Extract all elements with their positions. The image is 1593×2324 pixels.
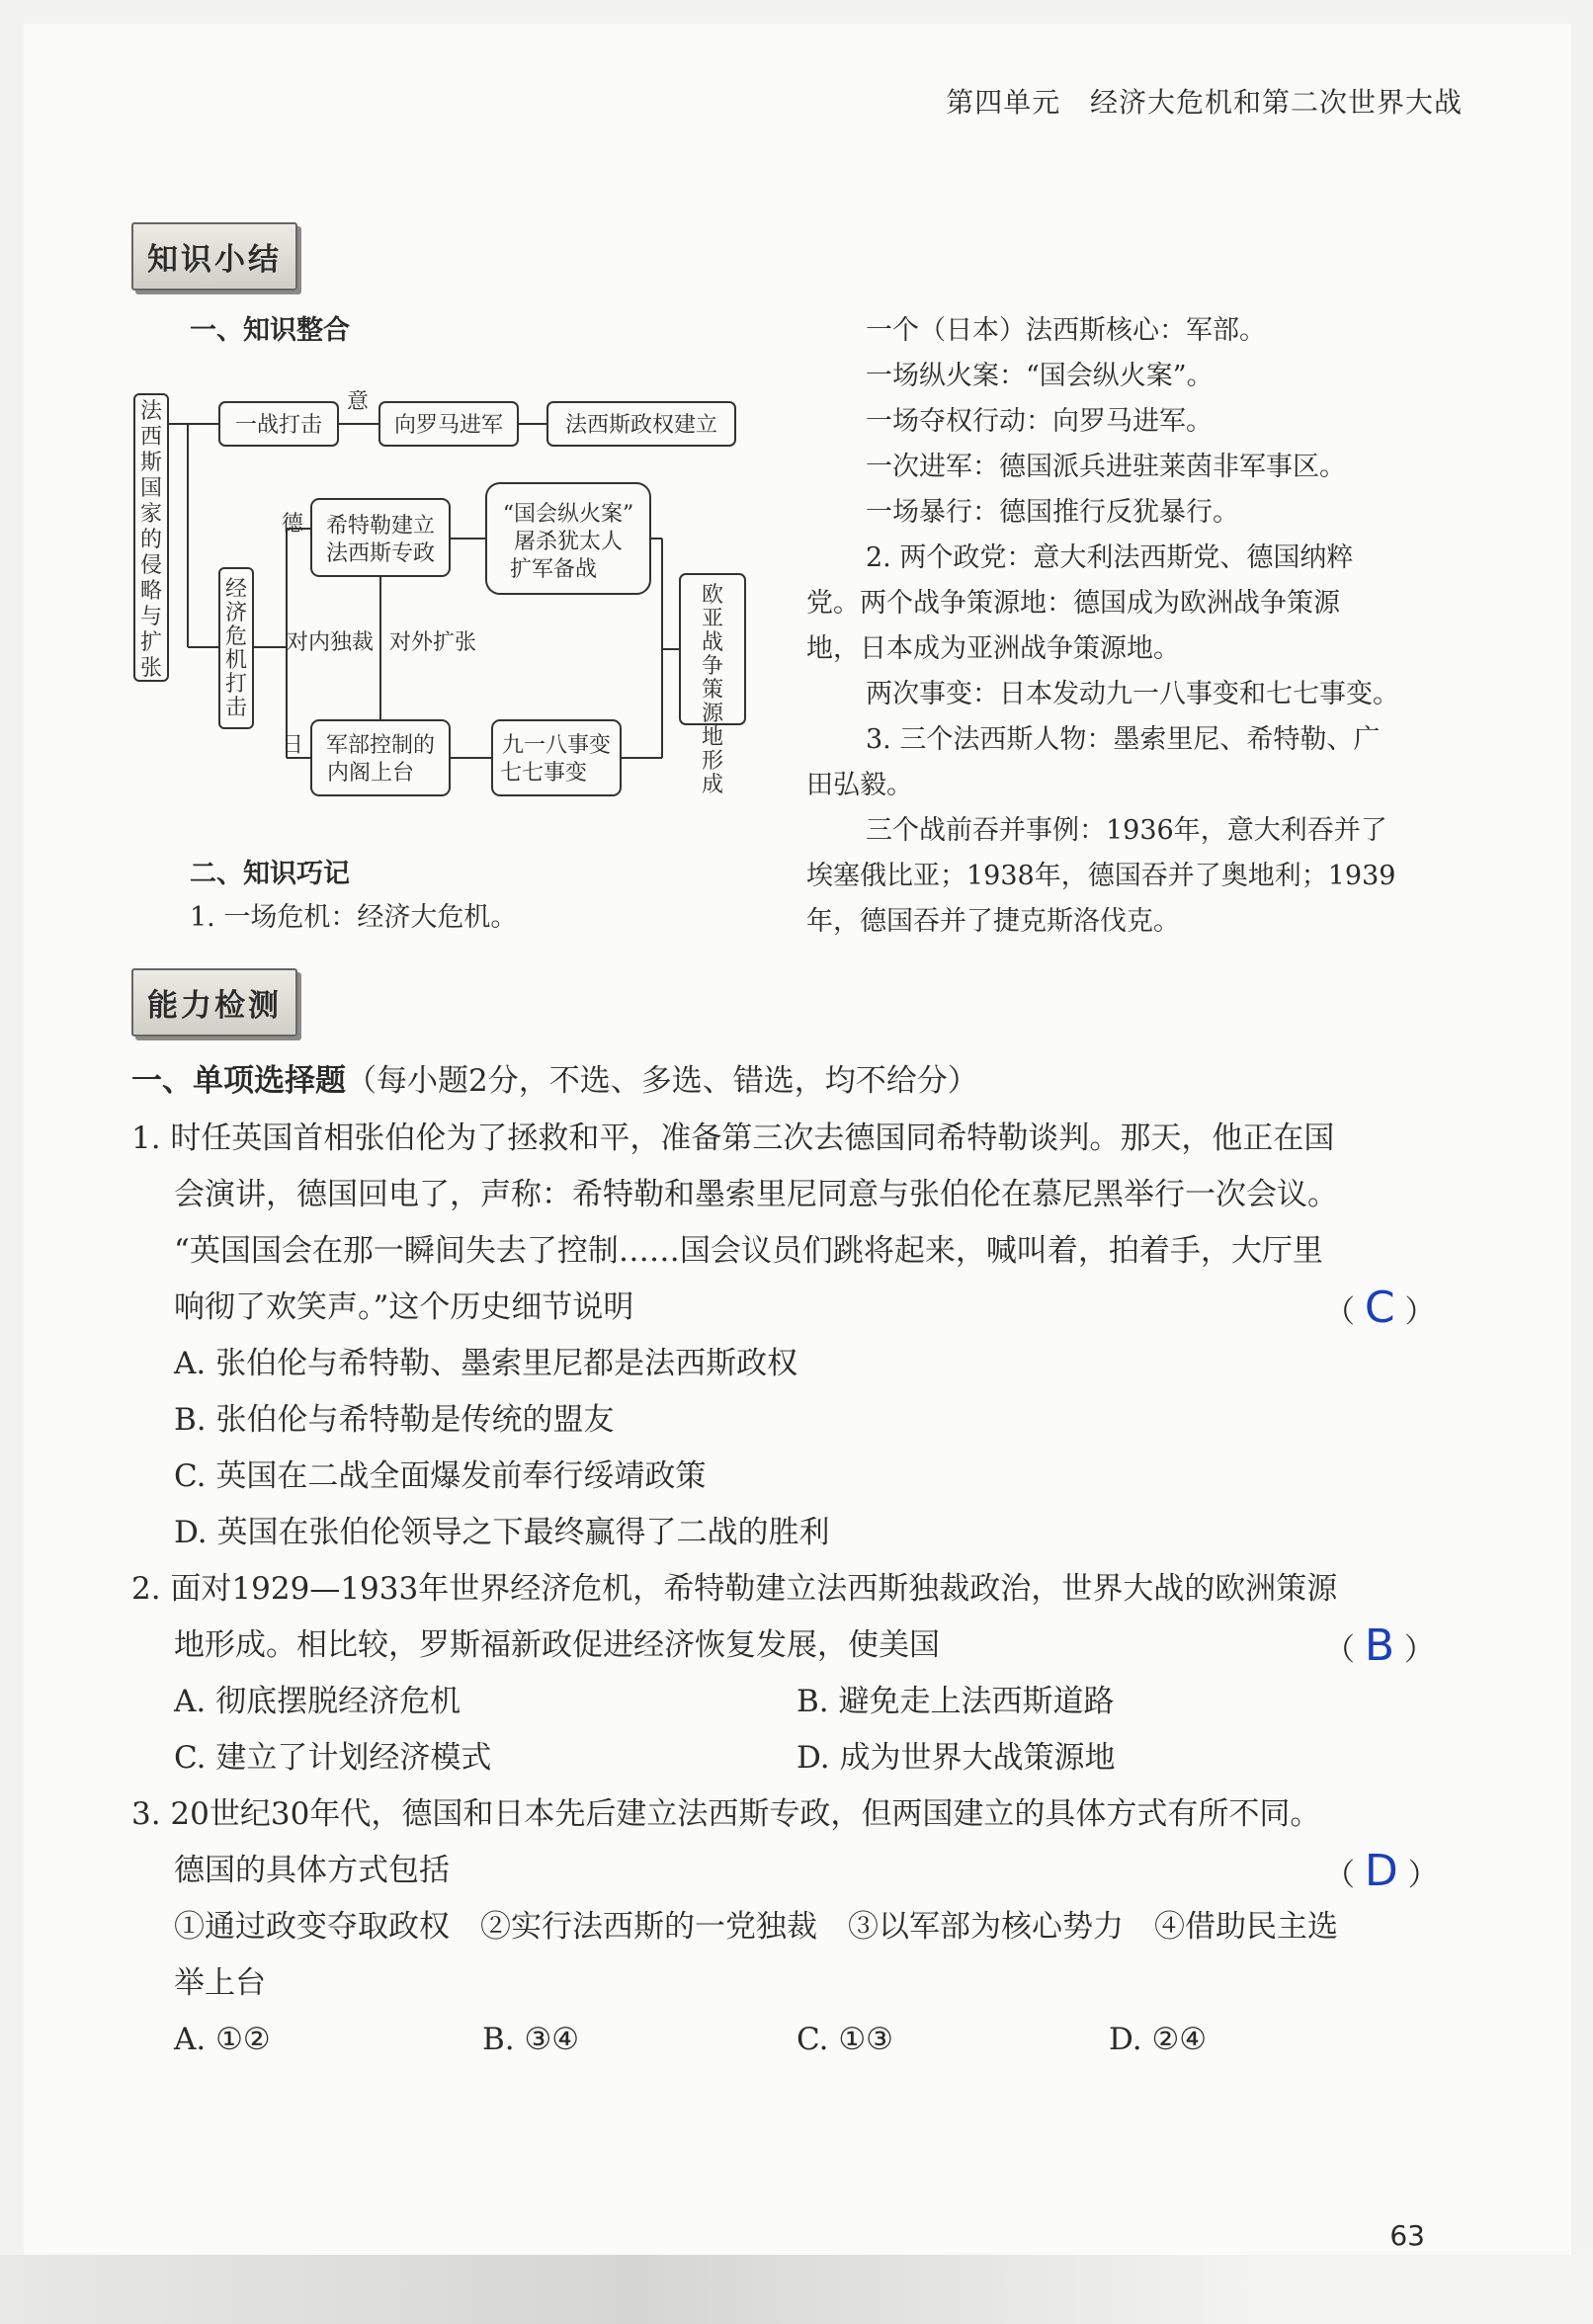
q1-line-3: “英国国会在那一瞬间失去了控制……国会议员们跳将起来，喊叫着，拍着手，大厅里 [174,1233,1323,1269]
footer-band [0,2255,1593,2324]
right-column-line: 年，德国吞并了捷克斯洛伐克。 [806,906,1180,937]
diagram-label-external: 对外扩张 [388,630,477,655]
q1-answer-bracket: （ C ） [1324,1283,1436,1333]
q1-option-a: A. 张伯伦与希特勒、墨索里尼都是法西斯政权 [174,1346,798,1381]
diagram-node-incident-1: 九一八事变 [501,733,612,758]
q2-line-1: 2. 面对1929—1933年世界经济危机，希特勒建立法西斯独裁政治，世界大战的欧洲策源 [131,1571,1338,1607]
q2-answer-bracket: （ B ） [1324,1620,1435,1671]
diagram-node-ww1: 一战打击 [234,413,323,438]
diagram-node-reichstag-2: 屠杀犹太人 [513,530,624,554]
part2-item1: 1. 一场危机：经济大危机。 [190,902,518,933]
q2-option-c: C. 建立了计划经济模式 [174,1740,492,1776]
right-column-line: 一场暴行：德国推行反犹暴行。 [866,497,1239,528]
q3-option-d: D. ②④ [1109,2022,1208,2057]
diagram-node-rome: 向罗马进军 [393,413,504,438]
diagram-node-fascist: 法西斯政权建立 [564,413,718,438]
q1-option-d: D. 英国在张伯伦领导之下最终赢得了二战的胜利 [174,1515,830,1550]
q2-option-b: B. 避免走上法西斯道路 [796,1684,1115,1719]
diagram-node-military-2: 内阁上台 [326,761,415,786]
q1-line-2: 会演讲，德国回电了，声称：希特勒和墨索里尼同意与张伯伦在慕尼黑举行一次会议。 [174,1177,1338,1212]
header-title: 经济大危机和第二次世界大战 [1089,86,1463,119]
part2-title: 二、知识巧记 [190,859,350,889]
right-column-line: 三个战前吞并事例：1936年，意大利吞并了 [866,815,1387,846]
right-column-line: 一场夺权行动：向罗马进军。 [866,406,1213,437]
q3-option-b: B. ③④ [482,2022,580,2057]
q2-option-a: A. 彻底摆脱经济危机 [174,1684,461,1719]
diagram-label-econ: 经济危机打击 [224,577,248,720]
right-column-line: 一次进军：德国派兵进驻莱茵非军事区。 [866,452,1346,482]
part1-title: 一、知识整合 [190,315,350,346]
diagram-node-military-1: 军部控制的 [325,733,436,758]
section-title-test: 能力检测 [131,968,297,1037]
q3-line-2: 德国的具体方式包括 [174,1853,450,1888]
diagram-label-internal: 对内独裁 [286,630,375,655]
q3-line-3: ①通过政变夺取政权 ②实行法西斯的一党独裁 ③以军部为核心势力 ④借助民主选 [174,1909,1338,1945]
diagram-node-hitler-1: 希特勒建立 [325,514,436,539]
section-title-summary: 知识小结 [131,222,297,290]
diagram-label-yi: 意 [346,390,370,414]
q3-option-c: C. ①③ [796,2022,893,2057]
right-column-line: 党。两个战争策源地：德国成为欧洲战争策源 [806,588,1340,619]
q1-answer: C [1364,1283,1395,1333]
diagram-label-ri: 日 [281,733,304,758]
q2-option-d: D. 成为世界大战策源地 [796,1740,1116,1776]
q1-line-1: 1. 时任英国首相张伯伦为了拯救和平，准备第三次去德国同希特勒谈判。那天，他正在国 [131,1120,1335,1156]
q1-option-b: B. 张伯伦与希特勒是传统的盟友 [174,1402,615,1438]
single-choice-heading [131,1053,978,1110]
right-column-line: 两次事变：日本发动九一八事变和七七事变。 [866,679,1399,709]
knowledge-diagram [128,390,761,817]
page-header [946,81,1463,121]
q3-answer-bracket: （ D ） [1324,1846,1439,1896]
q2-answer: B [1364,1620,1395,1671]
single-choice-note: （每小题2分，不选、多选、错选，均不给分） [346,1063,978,1099]
q3-line-4: 举上台 [174,1965,266,2001]
single-choice-title: 一、单项选择题 [131,1063,346,1099]
right-column-line: 一个（日本）法西斯核心：军部。 [866,315,1266,346]
header-unit: 第四单元 [946,86,1061,119]
q3-line-1: 3. 20世纪30年代，德国和日本先后建立法西斯专政，但两国建立的具体方式有所不同。 [131,1796,1321,1832]
right-column-line: 2. 两个政党：意大利法西斯党、德国纳粹 [866,542,1354,573]
diagram-node-reichstag-1: “国会纵火案” [502,502,634,527]
right-column-line: 一场纵火案：“国会纵火案”。 [866,361,1214,391]
right-column-line: 3. 三个法西斯人物：墨索里尼、希特勒、广 [866,724,1381,755]
diagram-node-incident-2: 七七事变 [499,761,588,786]
right-column-line: 地，日本成为亚洲战争策源地。 [806,633,1180,664]
q1-line-4: 响彻了欢笑声。”这个历史细节说明 [174,1289,634,1325]
diagram-label-left: 法西斯国家的侵略与扩张 [139,399,163,681]
diagram-label-de: 德 [281,512,304,537]
right-column-line: 田弘毅。 [806,770,913,800]
right-column-line: 埃塞俄比亚；1938年，德国吞并了奥地利；1939 [806,861,1396,891]
page-number: 63 [1389,2219,1425,2252]
q1-option-c: C. 英国在二战全面爆发前奉行绥靖政策 [174,1458,707,1494]
q2-line-2: 地形成。相比较，罗斯福新政促进经济恢复发展，使美国 [174,1627,940,1663]
diagram-node-hitler-2: 法西斯专政 [325,541,436,566]
diagram-node-reichstag-3: 扩军备战 [509,557,598,582]
q3-answer: D [1364,1846,1398,1896]
diagram-label-source: 欧亚战争策源地形成 [701,583,724,797]
q3-option-a: A. ①② [174,2022,271,2057]
